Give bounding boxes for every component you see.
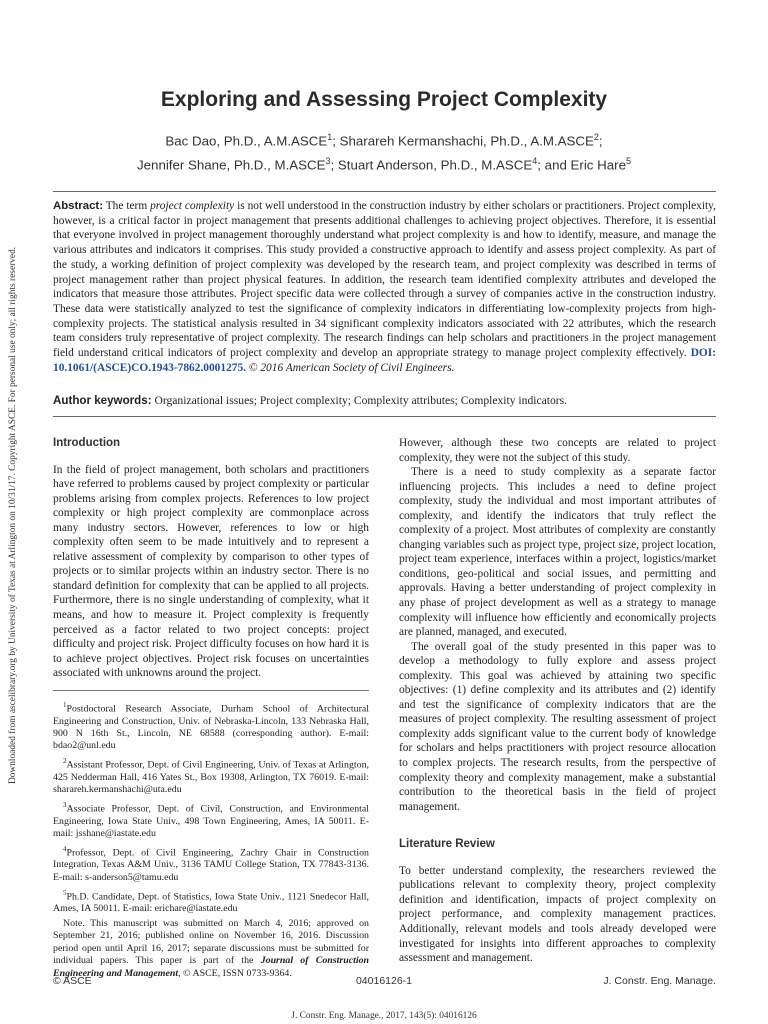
abstract-text-start: The term xyxy=(103,200,151,212)
keywords-text: Organizational issues; Project complexity; Complexity attributes; Complexity indicators. xyxy=(151,394,568,407)
author-2: ; Sharareh Kermanshachi, Ph.D., A.M.ASCE xyxy=(332,133,594,149)
keywords-label: Author keywords: xyxy=(53,394,152,407)
submission-note-issn: , © ASCE, ISSN 0733-9364. xyxy=(178,967,292,979)
submission-note-text: Note. This manuscript was submitted on March 4, 2016; approved on September 21, 2016; published online on November 16, 2016. Discussion period open until April 16, 2017; separate discussions must be submitted for individual papers. This paper is part of the xyxy=(53,918,369,967)
author-1: Bac Dao, Ph.D., A.M.ASCE xyxy=(165,133,328,149)
section-heading-literature-review: Literature Review xyxy=(399,838,495,851)
author-2-affil: 2 xyxy=(593,132,599,142)
author-5-affil: 5 xyxy=(625,156,631,167)
abstract xyxy=(53,199,716,375)
author-4-affil: 4 xyxy=(532,156,538,167)
footnote-1-mark: 1 xyxy=(63,701,67,709)
journal-name: Journal of Construction Engineering and Management xyxy=(53,955,369,979)
footer-page-id: 04016126-1 xyxy=(355,975,413,987)
intro-paragraph-1: In the field of project management, both scholars and practitioners have referred to problems caused by project complexity or particular problems arising from complex projects. References to low project complexity or high project complexity are commonplace across many industry sectors. However, references to low or high complexity often seem to be made intuitively and to represent a relative assessment of complexity by comparison to other types of projects or to similar projects within an industry sector. There is no standard definition for complexity that can be applied to all projects. Furthermore, there is no single understanding of complexity, what it means, and how to measure it. Project complexity is frequently perceived as a factor related to two project concepts: project difficulty and project risk. Project difficulty focuses on how hard it is to achieve project objectives. Project risk focuses on uncertainties associated with unknowns around the project. xyxy=(53,463,369,680)
footnote-1-text: Postdoctoral Research Associate, Durham School of Architectural Engineering and Construction, Univ. of Nebraska-Lincoln, 133 Nebraska Hall, 900 N 16th St., Lincoln, NE 68588 (corresponding author). E-mail: bdao2@unl.edu xyxy=(53,703,369,752)
author-sep: ; xyxy=(598,133,603,149)
right-paragraph-1: However, although these two concepts are related to project complexity, they were not the subject of this study. xyxy=(399,437,716,464)
author-3-affil: 3 xyxy=(325,156,331,167)
author-5: ; and Eric Hare xyxy=(537,157,626,173)
footnote-2-mark: 2 xyxy=(63,757,67,766)
footer-copyright: © ASCE xyxy=(53,975,92,987)
abstract-label: Abstract: xyxy=(53,200,104,212)
footnote-2 xyxy=(53,755,369,796)
abstract-text: is not well understood in the construction industry by either scholars or practitioners. Project complexity, however, is a critical factor in project management that presents additional challenges to achieving project objectives. Therefore, it is essential that everyone involved in project management thoroughly understand what project complexity is and how to identify, measure, and manage the various attributes and indicators it comprises. This study provided a constructive approach to identify and assess project complexity. As part of the study, a working definition of project complexity was developed by the research team, and project complexity was described in terms of project management rather than project physical features. In addition, the research team identified complexity attributes and developed the indicators that measure those attributes. Project specific data were collected through a survey of companies active in the construction industry. These data were statistically analyzed to test the significance of complexity indicators in differentiating low-complexity projects from high-complexity projects. The statistical analysis resulted in 34 significant complexity indicators associated with 22 attributes, which the research team considers truly representative of project complexity. The research findings can help scholars and practitioners in the project management field understand critical indicators of project complexity and develop an appropriate strategy to manage project complexity effectively. xyxy=(53,200,716,360)
footnotes xyxy=(53,699,369,982)
footnote-5-text: Ph.D. Candidate, Dept. of Statistics, Iowa State Univ., 1121 Snedecor Hall, Ames, IA 50011. E-mail: erichare@iastate.edu xyxy=(53,890,369,915)
author-1-affil: 1 xyxy=(327,132,333,142)
keywords-bottom-rule xyxy=(53,416,716,417)
right-paragraph-2: There is a need to study complexity as a separate factor influencing projects. This includes a need to define project complexity, study the individual and most important attributes of complexity, and identify the indicators that truly reflect the complexity of a project. Most attributes of complexity are constantly changing variables such as project type, project size, project location, project team experience, interfaces within a project, logistics/market conditions, geo-political and social issues, and permitting and approvals. Having a better understanding of project complexity in any phase of project development as well as a strategy to manage complexity will influence how efficiently and economically projects are planned, managed, and executed. xyxy=(399,466,716,639)
download-watermark xyxy=(6,212,20,784)
paper-title: Exploring and Assessing Project Complexity xyxy=(160,88,608,111)
abstract-top-rule xyxy=(53,191,716,192)
left-column xyxy=(53,436,369,681)
footer-journal: J. Constr. Eng. Manage. xyxy=(603,975,716,987)
literature-paragraph-1: To better understand complexity, the researchers reviewed the publications relevant to complexity theory, project complexity definition and identification, impacts of project complexity on project performance, and complexity management practices. Additionally, relevant models and tools already developed were investigated for insights into different approaches to complexity assessment and management. xyxy=(399,864,716,965)
footnote-rule xyxy=(53,690,369,691)
footnote-3-text: Associate Professor, Dept. of Civil, Construction, and Environmental Engineering, Iowa State Univ., 498 Town Engineering, Ames, IA 50011. E-mail: jsshane@iastate.edu xyxy=(53,803,369,839)
citation-line: J. Constr. Eng. Manage., 2017, 143(5): 04016126 xyxy=(291,1011,477,1021)
footnote-1 xyxy=(53,699,369,753)
doi-link[interactable]: DOI: 10.1061/(ASCE)CO.1943-7862.0001275. xyxy=(53,347,716,374)
footnote-4-mark: 4 xyxy=(63,844,67,853)
author-keywords xyxy=(53,394,716,408)
abstract-copyright: © 2016 American Society of Civil Engineers. xyxy=(246,361,455,374)
abstract-italic-term: project complexity xyxy=(150,200,235,212)
footnote-3-mark: 3 xyxy=(63,801,67,809)
footnote-5-mark: 5 xyxy=(63,888,67,897)
author-list xyxy=(60,127,708,176)
section-heading-introduction: Introduction xyxy=(53,437,121,449)
footnote-4 xyxy=(53,843,369,884)
submission-note xyxy=(53,918,369,980)
author-4: ; Stuart Anderson, Ph.D., M.ASCE xyxy=(330,157,533,173)
right-column xyxy=(399,436,716,966)
download-watermark-text: Downloaded from ascelibrary.org by University of Texas at Arlington on 10/31/17. Copyright ASCE. For personal use only; all rights reserved. xyxy=(8,246,18,784)
footnote-3 xyxy=(53,799,369,840)
author-3: Jennifer Shane, Ph.D., M.ASCE xyxy=(137,157,326,173)
right-paragraph-3: The overall goal of the study presented in this paper was to develop a methodology to fully explore and assess project complexity. This goal was achieved by attaining two specific objectives: (1) define complexity and its attributes and (2) identify and test the significance of complexity indicators that are the measures of project complexity. The resulting assessment of project complexity adds significant value to the current body of knowledge for scholars and helps practitioners with project resource allocation to complex projects. The research results, from the perspective of complexity theory and complexity management, make a substantial contribution to the theoretical basis in the field of project management. xyxy=(399,640,716,813)
footnote-2-text: Assistant Professor, Dept. of Civil Engineering, Univ. of Texas at Arlington, 425 Nedderman Hall, 416 Yates St., Box 19308, Arlington, TX 76019. E-mail: sharareh.kermanshachi@uta.edu xyxy=(53,759,369,796)
footnote-5 xyxy=(53,887,369,916)
footnote-4-text: Professor, Dept. of Civil Engineering, Zachry Chair in Construction Integration, Texas A&M Univ., 3136 TAMU College Station, TX 77843-3136. E-mail: s-anderson5@tamu.edu xyxy=(53,847,369,883)
